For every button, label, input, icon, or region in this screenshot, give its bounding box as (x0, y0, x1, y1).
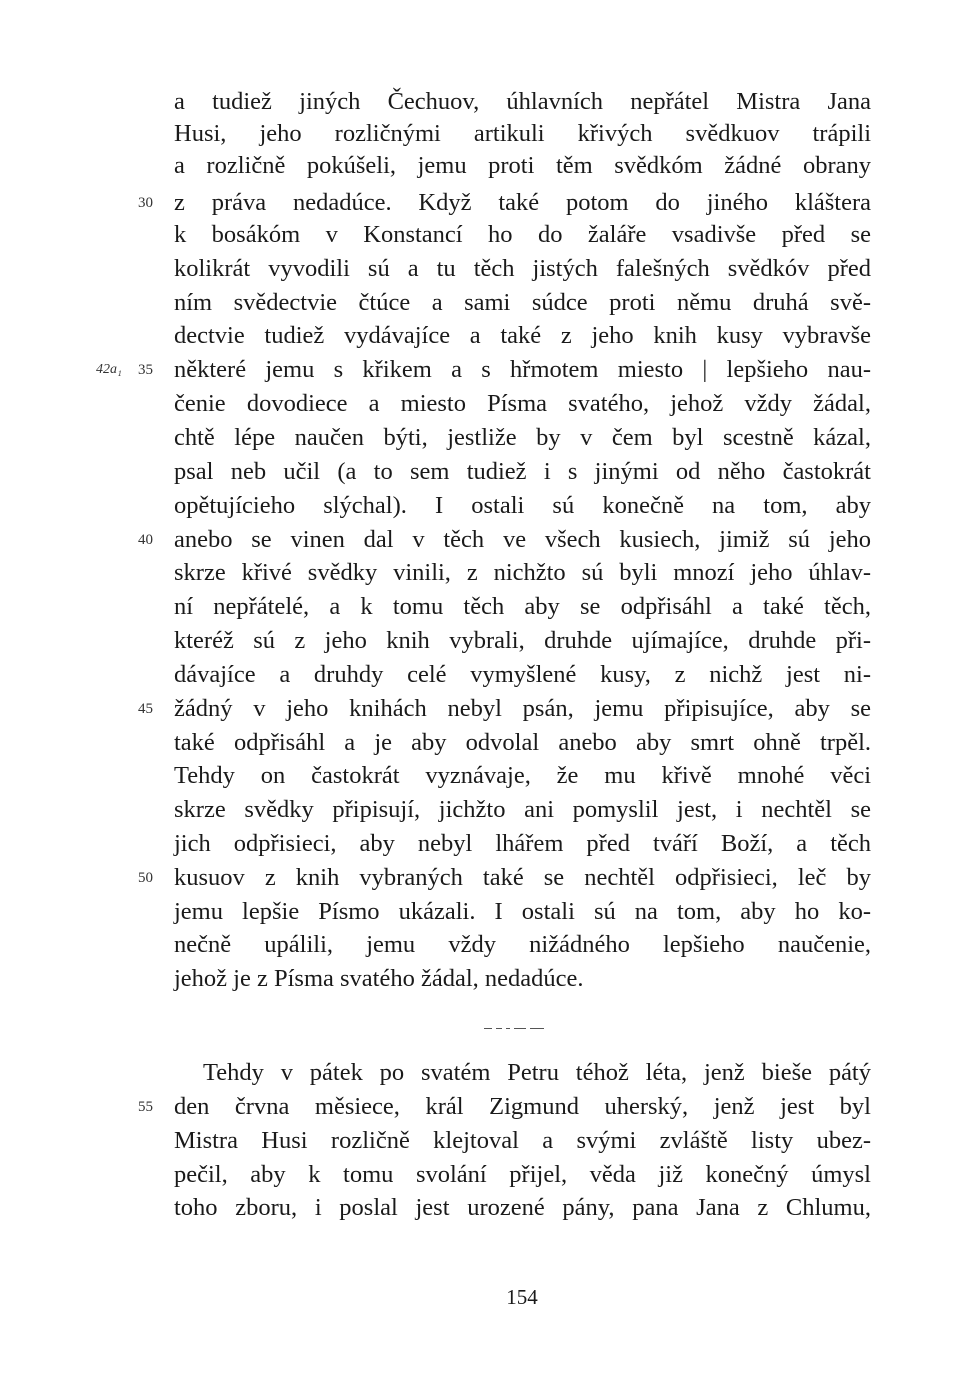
text-line: a tudiež jiných Čechuov, úhlavních nepřátel Mistra Jana (174, 88, 871, 115)
text-line: dectvie tudiež vydávajíce a také z jeho knih kusy vybravše (174, 322, 871, 349)
text-line: den črvna měsiece, král Zigmund uherský, jenž jest byl (174, 1093, 871, 1120)
text-line: pečil, aby k tomu svolání přijel, věda již konečný úmysl (174, 1161, 871, 1188)
text-line: ní nepřátelé, a k tomu těch aby se odpřisáhl a také těch, (174, 593, 871, 620)
text-line: dávajíce a druhdy celé vymyšlené kusy, z nichž jest ni- (174, 661, 871, 688)
text-line: Husi, jeho rozličnými artikuli křivých svědkuov trápili (174, 120, 871, 147)
text-line: a rozličně pokúšeli, jemu proti těm svědkóm žádné obrany (174, 152, 871, 179)
line-number: 45 (138, 701, 153, 717)
line-number: 55 (138, 1099, 153, 1115)
text-line: některé jemu s křikem a s hřmotem miesto | lepšieho nau- (174, 356, 871, 383)
line-number: 50 (138, 870, 153, 886)
text-line: toho zboru, i poslal jest urozené pány, pana Jana z Chlumu, (174, 1194, 871, 1221)
text-line: z práva nedadúce. Když také potom do jiného kláštera (174, 189, 871, 216)
text-line: skrze křivé svědky vinili, z nichžto sú byli mnozí jeho úhlav- (174, 559, 871, 586)
text-line: k bosákóm v Konstancí ho do žaláře vsadivše před se (174, 221, 871, 248)
text-line: jemu lepšie Písmo ukázali. I ostali sú na tom, aby ho ko- (174, 898, 871, 925)
text-line: ním svědectvie čtúce a sami súdce proti němu druhá svě- (174, 289, 871, 316)
line-number: 30 (138, 195, 153, 211)
line-number: 35 (138, 362, 153, 378)
text-line: žádný v jeho knihách nebyl psán, jemu připisujíce, aby se (174, 695, 871, 722)
text-line: Mistra Husi rozličně klejtoval a svými zvláště listy ubez- (174, 1127, 871, 1154)
text-line: Tehdy v pátek po svatém Petru téhož léta, jenž bieše pátý (203, 1059, 871, 1086)
text-line: chtě lépe naučen býti, jestliže by v čem byl scestně kázal, (174, 424, 871, 451)
text-line: také odpřisáhl a je aby odvolal anebo aby smrt ohně trpěl. (174, 729, 871, 756)
text-line: nečně upálili, jemu vždy nižádného lepšieho naučenie, (174, 931, 871, 958)
folio-marker: 42a₁ (96, 362, 122, 377)
text-line: jich odpřisieci, aby nebyl lhářem před tváří Boží, a těch (174, 830, 871, 857)
section-separator (484, 1019, 564, 1025)
text-line: čenie dovodiece a miesto Písma svatého, jehož vždy žádal, (174, 390, 871, 417)
text-line: kolikrát vyvodili sú a tu těch jistých falešných svědkóv před (174, 255, 871, 282)
text-line: anebo se vinen dal v těch ve všech kusiech, jimiž sú jeho (174, 526, 871, 553)
text-line: jehož je z Písma svatého žádal, nedadúce. (174, 965, 584, 992)
text-line: opětujícieho slýchal). I ostali sú konečně na tom, aby (174, 492, 871, 519)
line-number: 40 (138, 532, 153, 548)
text-line: psal neb učil (a to sem tudiež i s jinými od něho častokrát (174, 458, 871, 485)
text-line: skrze svědky připisují, jichžto ani pomyslil jest, i nechtěl se (174, 796, 871, 823)
page-number: 154 (506, 1285, 538, 1309)
text-line: kteréž sú z jeho knih vybrali, druhde ujímajíce, druhde při- (174, 627, 871, 654)
text-line: kusuov z knih vybraných také se nechtěl odpřisieci, leč by (174, 864, 871, 891)
text-line: Tehdy on častokrát vyznávaje, že mu křivě mnohé věci (174, 762, 871, 789)
